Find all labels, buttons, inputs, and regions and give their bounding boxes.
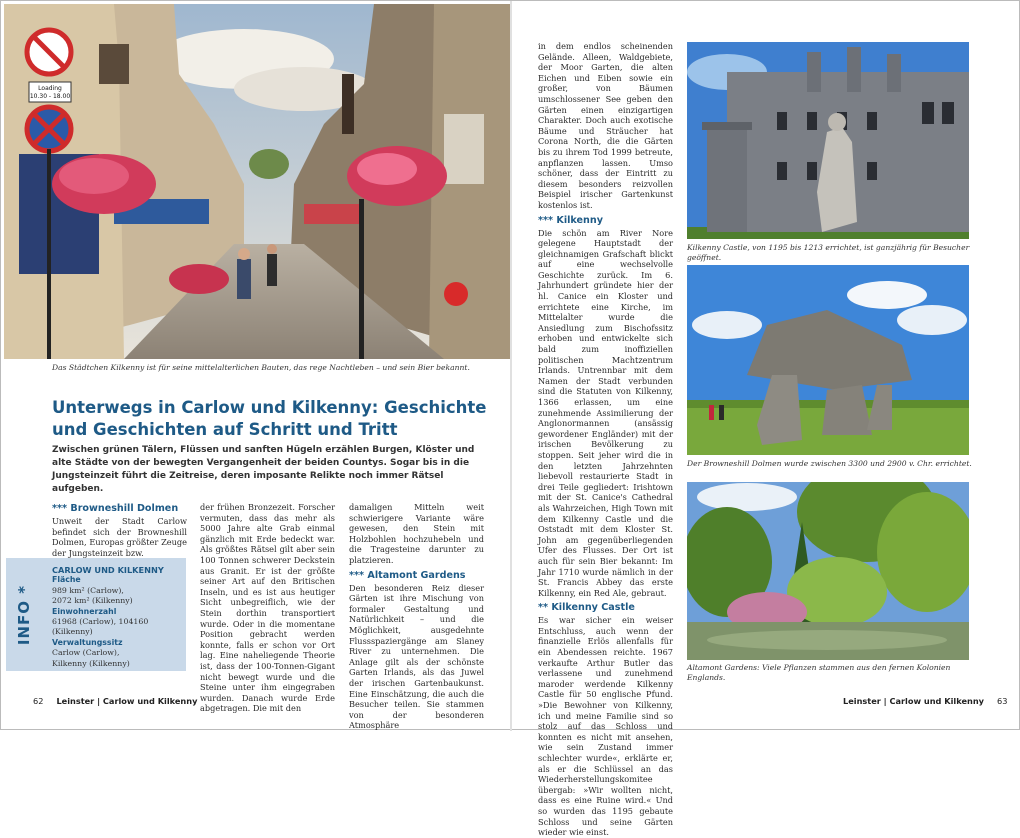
info-seat-value-1: Carlow (Carlow), [52, 648, 120, 658]
page-title-line2: und Geschichten auf Schritt und Tritt [52, 420, 398, 439]
info-seat-label: Verwaltungssitz [52, 637, 123, 647]
altamont-gardens-photo [687, 482, 969, 660]
info-heading: CARLOW UND KILKENNY [52, 565, 164, 575]
footer-right [843, 696, 1007, 706]
gutter [510, 1, 512, 731]
info-seat-value-2: Kilkenny (Kilkenny) [52, 658, 130, 668]
col3-paragraph-1: damaligen Mitteln weit schwierigere Variante wäre gewesen, den Stein mit Holzbohlen hochzuhebeln und die Tragesteine darunter zu platzieren. [349, 502, 484, 565]
text-column-2 [200, 502, 335, 714]
svg-text:10.30 - 18.00: 10.30 - 18.00 [29, 93, 71, 100]
asterisk-icon: * [15, 584, 34, 594]
kilkenny-street-photo [4, 4, 510, 359]
right-text-column [538, 41, 673, 838]
heading-kilkenny-castle: ** Kilkenny Castle [538, 602, 635, 614]
col1-paragraph: Unweit der Stadt Carlow befindet sich der Browneshill Dolmen, Europas größter Zeuge der Jungsteinzeit bzw. [52, 516, 187, 558]
info-area-label: Fläche [52, 575, 81, 585]
street-photo-caption: Das Städtchen Kilkenny ist für seine mittelalterlichen Bauten, das rege Nachtleben – und sein Bier bekannt. [52, 363, 470, 372]
running-head-left: Leinster | Carlow und Kilkenny [56, 696, 198, 706]
footer-left [33, 696, 197, 706]
right-paragraph-1: in dem endlos scheinenden Gelände. Alleen, Waldgebiete, der Moor Garten, die alten Eichen und Eiben sowie ein großer, von Bäumen umschlossener See geben den Gärten einen einzigartigen Charakter. Doch auch exotische Bäume und Sträucher hat Corona North, die die Gärten bis zu ihrem Tod 1999 betreute, anpflanzen lassen. Umso schöner, dass der Eintritt zu diesem besonders reizvollen Beispiel irischer Gartenkunst kostenlos ist. [538, 41, 673, 210]
running-head-right: Leinster | Carlow und Kilkenny [843, 696, 984, 706]
page-title-line1: Unterwegs in Carlow und Kilkenny: Geschichte [52, 398, 487, 417]
heading-altamont-gardens: *** Altamont Gardens [349, 569, 466, 581]
page-number-right: 63 [997, 696, 1008, 706]
info-population-value: 61968 (Carlow), 104160 (Kilkenny) [52, 617, 149, 637]
loading-sign-text: Loading [38, 85, 62, 92]
text-column-3 [349, 502, 484, 731]
info-box-text [52, 565, 186, 669]
info-population-label: Einwohnerzahl [52, 606, 117, 616]
info-area-value-2: 2072 km² (Kilkenny) [52, 596, 133, 606]
page-title [52, 397, 492, 441]
castle-photo-caption: Kilkenny Castle, von 1195 bis 1213 errichtet, ist ganzjährig für Besucher geöffnet. [687, 243, 970, 262]
gardens-photo-caption: Altamont Gardens: Viele Pflanzen stammen aus den fernen Kolonien Englands. [687, 663, 951, 682]
dolmen-photo-caption: Der Browneshill Dolmen wurde zwischen 3300 und 2900 v. Chr. errichtet. [687, 459, 972, 468]
heading-browneshill-dolmen: *** Browneshill Dolmen [52, 503, 179, 514]
info-area-value-1: 989 km² (Carlow), [52, 585, 124, 595]
text-column-1 [52, 499, 187, 558]
right-paragraph-3: Es war sicher ein weiser Entschluss, auch wenn der finanzielle Erlös allenfalls für ein Abendessen reichte. 1967 verkaufte Arthur Butler das verlassene und zunehmend maroder werdende Kilkenny Castle für 50 englische Pfund. »Die Bewohner von Kilkenny, ich und meine Familie sind so stolz auf das Schloss und konnten es nicht mit ansehen, wie sein Zustand immer schlechter wurde«, erklärte er, als er die Schlüssel an das Wiederherstellungskomitee übergab: »Wir wollten nicht, dass es eine Ruine wird.« Und so wurden das 1195 gebaute Schloss und seine Gärten wieder wie einst. [538, 615, 673, 838]
kilkenny-castle-photo [687, 42, 969, 239]
page-number-left: 62 [33, 696, 44, 706]
col3-paragraph-2: Den besonderen Reiz dieser Gärten ist ihre Mischung von formaler Gestaltung und Natürlichkeit – und die Möglichkeit, ausgedehnte Flussspaziergänge am Slaney River zu unternehmen. Die Anlage gilt als der schönste Garten Irlands, als das Juwel der irischen Gartenbaukunst. Eine Einschätzung, die auch die Besucher teilen. Sie stammen von der besonderen Atmosphäre [349, 582, 484, 731]
info-label-bar [6, 558, 43, 671]
col2-paragraph: der frühen Bronzezeit. Forscher vermuten, dass das mehr als 5000 Jahre alte Grab einmal gänzlich mit Erde bedeckt war. Als größtes Rätsel gilt aber sein 100 Tonnen schwerer Deckstein aus Granit. Er ist der größte seiner Art auf den Britischen Inseln, und es ist aus heutiger Sicht unbegreiflich, wie der Stein dorthin transportiert wurde. Oder in die momentane Position gebracht werden konnte, falls er schon vor Ort lag. Eine naheliegende Theorie ist, dass der 100-Tonnen-Gigant nicht bewegt wurde und die Steine unter ihm eingegraben wurden. Danach wurde Erde abgetragen. Die mit den [200, 502, 335, 714]
right-paragraph-2: Die schön am River Nore gelegene Hauptstadt der gleichnamigen Grafschaft blickt auf eine wechselvolle Geschichte zurück. Im 6. Jahrhundert gründete hier der hl. Canice ein Kloster und errichtete eine Kirche, im Mittelalter wurde die Ansiedlung zum Bischofssitz erhoben und entwickelte sich bald zum inoffiziellen politischen Machtzentrum Irlands. Untrennbar mit dem Namen der Stadt verbunden sind die Statuten von Kilkenny, 1366 erlassen, um eine zunehmende Assimilierung der Anglonormannen (ansässig gewordener Engländer) mit der irischen Bevölkerung zu stoppen. Seit jeher wird die in den letzten Jahrzehnten liebevoll restaurierte Stadt in drei Teile gegliedert: Irishtown mit der St. Canice's Cathedral als Wahrzeichen, High Town mit dem Kilkenny Castle und die Oststadt mit dem Kloster St. John am gegenüberliegenden Ufer des Flusses. Der Ort ist auch für sein Bier bekannt: Im Jahr 1710 wurde nämlich in der St. Francis Abbey das erste Kilkenny, ein Red Ale, gebraut. [538, 227, 673, 598]
lead-paragraph: Zwischen grünen Tälern, Flüssen und sanften Hügeln erzählen Burgen, Klöster und alte Städte von der bewegten Vergangenheit der beiden Countys. Sogar bis in die Jungsteinzeit führt die Zeitreise, deren imposante Relikte noch immer Rätsel aufgeben. [52, 445, 475, 494]
browneshill-dolmen-photo [687, 265, 969, 455]
heading-kilkenny: *** Kilkenny [538, 214, 603, 226]
info-label [16, 584, 34, 644]
info-label-text: INFO [15, 599, 34, 645]
